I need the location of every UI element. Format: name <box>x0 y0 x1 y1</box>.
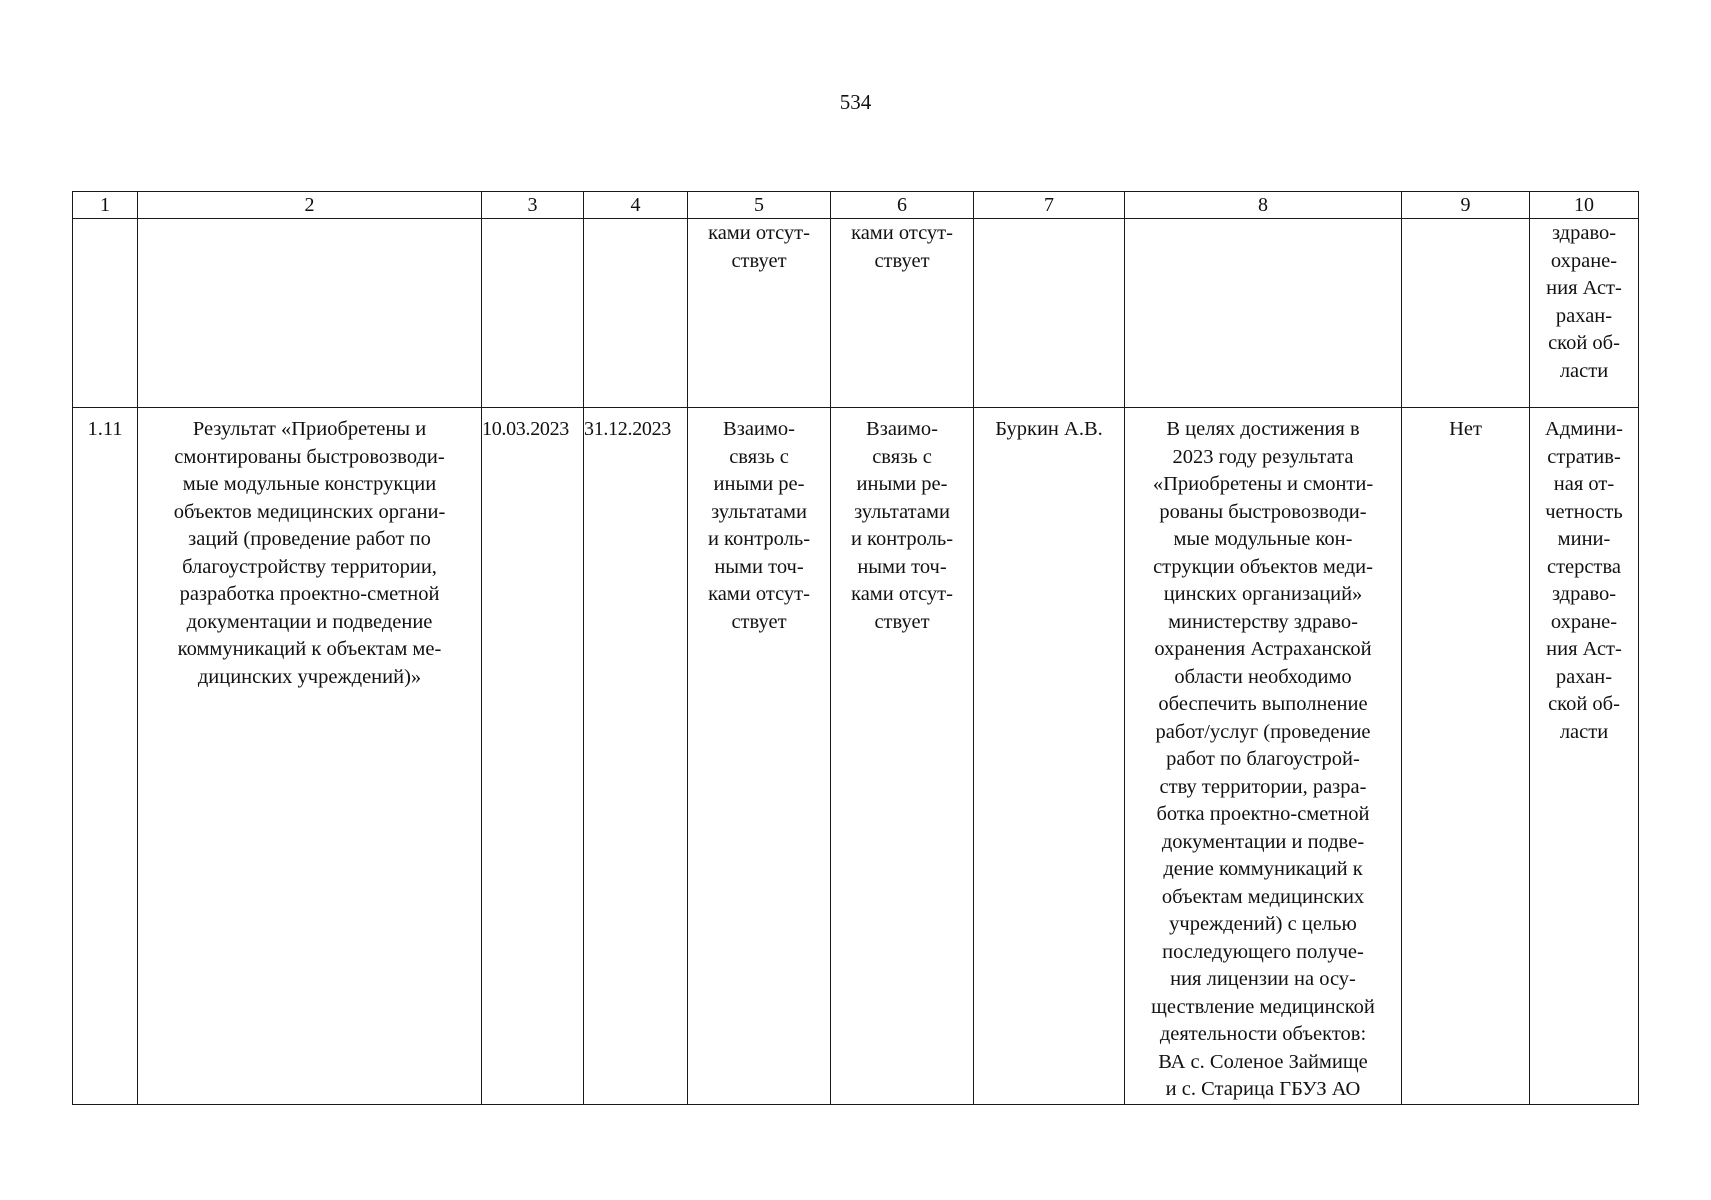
text-line: ками отсут- <box>708 222 810 244</box>
text-line: мые модульные кон- <box>1173 528 1353 550</box>
continuation-cell-1 <box>73 219 138 408</box>
text-line: зультатами <box>854 500 950 523</box>
description-cell <box>1125 408 1402 1105</box>
text-line: охране- <box>1550 610 1618 633</box>
column-number-header: 2 <box>138 192 482 219</box>
continuation-cell-2 <box>138 219 482 408</box>
end-date: 31.12.2023 <box>584 418 672 440</box>
text-line: связь с <box>872 445 932 468</box>
relationship-text <box>688 408 830 636</box>
text-line: разработка проектно-сметной <box>179 583 440 605</box>
text-line: и с. Старица ГБУЗ АО <box>1165 1078 1361 1100</box>
column-number-header-row <box>73 192 1639 219</box>
text-line: ками отсут- <box>851 222 953 244</box>
reporting-text <box>1530 408 1638 746</box>
relationship-cell-5 <box>688 408 831 1105</box>
text-line: ками отсут- <box>851 583 953 605</box>
result-cell <box>138 408 482 1105</box>
text-line: струкции объектов меди- <box>1153 555 1373 578</box>
column-number-header: 10 <box>1530 192 1639 219</box>
text-line: благоустройству территории, <box>182 555 437 578</box>
text-line: дицинских учреждений)» <box>197 665 422 688</box>
text-line: охране- <box>1550 249 1618 272</box>
text-line: 2023 году результата <box>1172 445 1354 468</box>
continuation-cell-5 <box>688 219 831 408</box>
reporting-cell <box>1530 408 1639 1105</box>
text-line: ния лицензии на осу- <box>1170 968 1356 990</box>
text-line: ствует <box>874 249 930 272</box>
text-line: работ по благоустрой- <box>1166 748 1360 770</box>
text-line: ствует <box>874 610 930 633</box>
text-line: области необходимо <box>1174 665 1352 688</box>
text-line: объектов медицинских органи- <box>173 500 446 523</box>
text-line: документации и подве- <box>1161 830 1365 853</box>
text-line: ществление медицинской <box>1151 995 1375 1018</box>
column-number-header: 1 <box>73 192 138 219</box>
row-number-cell <box>73 408 138 1105</box>
start-date-cell <box>482 408 584 1105</box>
text-line: цинских организаций» <box>1163 583 1363 605</box>
text-line: ской об- <box>1548 693 1620 715</box>
row-number: 1.11 <box>87 418 123 440</box>
page-number: 534 <box>839 90 872 114</box>
text-line: коммуникаций к объектам ме- <box>177 638 442 660</box>
text-line: ными точ- <box>714 555 804 578</box>
text-line: мини- <box>1557 528 1611 550</box>
text-line: стерства <box>1547 555 1621 578</box>
flag-value: Нет <box>1449 418 1482 440</box>
text-line: ками отсут- <box>708 583 810 605</box>
text-line: стратив- <box>1547 445 1621 468</box>
text-line: Админи- <box>1545 418 1623 440</box>
text-line: здраво- <box>1551 222 1617 244</box>
column-number-header: 4 <box>584 192 688 219</box>
relationship-text <box>831 408 973 636</box>
text-line: работ/услуг (проведение <box>1155 720 1371 743</box>
text-line: ствует <box>731 249 787 272</box>
column-number-header: 6 <box>831 192 974 219</box>
continuation-cell-10 <box>1530 219 1639 408</box>
text-line: иными ре- <box>856 473 948 495</box>
flag-cell <box>1402 408 1530 1105</box>
text-line: Результат «Приобретены и <box>192 418 427 440</box>
responsible-person: Буркин А.В. <box>995 418 1103 440</box>
continuation-cell-7 <box>974 219 1125 408</box>
text-line: ная от- <box>1553 473 1615 495</box>
text-line: ствует <box>731 610 787 633</box>
text-line: и контроль- <box>850 528 954 550</box>
column-number-header: 3 <box>482 192 584 219</box>
text-line: объектам медицинских <box>1161 885 1365 908</box>
text-line: ния Аст- <box>1546 638 1622 660</box>
column-number-header: 9 <box>1402 192 1530 219</box>
column-number-header: 5 <box>688 192 831 219</box>
text-line: заций (проведение работ по <box>188 528 431 550</box>
text-line: ской об- <box>1548 332 1620 354</box>
end-date-cell <box>584 408 688 1105</box>
text-line: документации и подведение <box>186 610 433 633</box>
text-line: В целях достижения в <box>1166 418 1360 440</box>
description-text <box>1125 408 1401 1104</box>
text-line: мые модульные конструкции <box>182 473 437 495</box>
column-number-header: 7 <box>974 192 1125 219</box>
plan-table <box>72 191 1639 1105</box>
continuation-cell-4 <box>584 219 688 408</box>
column-number-header: 8 <box>1125 192 1402 219</box>
text-line: зультатами <box>711 500 807 523</box>
result-text <box>138 408 481 691</box>
text-line: и контроль- <box>707 528 811 550</box>
text-line: деятельности объектов: <box>1159 1023 1367 1045</box>
text-line: Взаимо- <box>866 418 938 440</box>
text-line: здраво- <box>1551 583 1617 605</box>
text-line: ласти <box>1559 359 1609 382</box>
text-line: связь с <box>729 445 789 468</box>
responsible-cell <box>974 408 1125 1105</box>
continuation-cell-8 <box>1125 219 1402 408</box>
continuation-cell-9 <box>1402 219 1530 408</box>
text-line: ВА с. Соленое Займище <box>1158 1050 1368 1073</box>
text-line: ными точ- <box>857 555 947 578</box>
text-line: охранения Астраханской <box>1154 638 1372 660</box>
continuation-cell-3 <box>482 219 584 408</box>
text-line: смонтированы быстровозводи- <box>174 445 445 468</box>
text-line: обеспечить выполнение <box>1158 693 1368 715</box>
relationship-cell-6 <box>831 408 974 1105</box>
text-line: ству территории, разра- <box>1159 775 1367 798</box>
text-line: министерству здраво- <box>1168 610 1358 633</box>
text-line: рованы быстровозводи- <box>1159 500 1367 523</box>
text-line: последующего получе- <box>1162 940 1364 963</box>
text-line: дение коммуникаций к <box>1163 858 1363 880</box>
text-line: ботка проектно-сметной <box>1156 803 1370 825</box>
text-line: иными ре- <box>713 473 805 495</box>
text-line: учреждений) с целью <box>1169 913 1357 935</box>
continuation-cell-6 <box>831 219 974 408</box>
text-line: ласти <box>1559 720 1609 743</box>
table-row <box>73 408 1639 1105</box>
text-line: рахан- <box>1555 665 1613 688</box>
text-line: Взаимо- <box>723 418 795 440</box>
text-line: рахан- <box>1555 304 1613 327</box>
text-line: «Приобретены и смонти- <box>1152 473 1374 495</box>
text-line: четность <box>1545 500 1623 523</box>
start-date: 10.03.2023 <box>482 418 570 440</box>
text-line: ния Аст- <box>1546 277 1622 299</box>
continuation-row <box>73 219 1639 408</box>
